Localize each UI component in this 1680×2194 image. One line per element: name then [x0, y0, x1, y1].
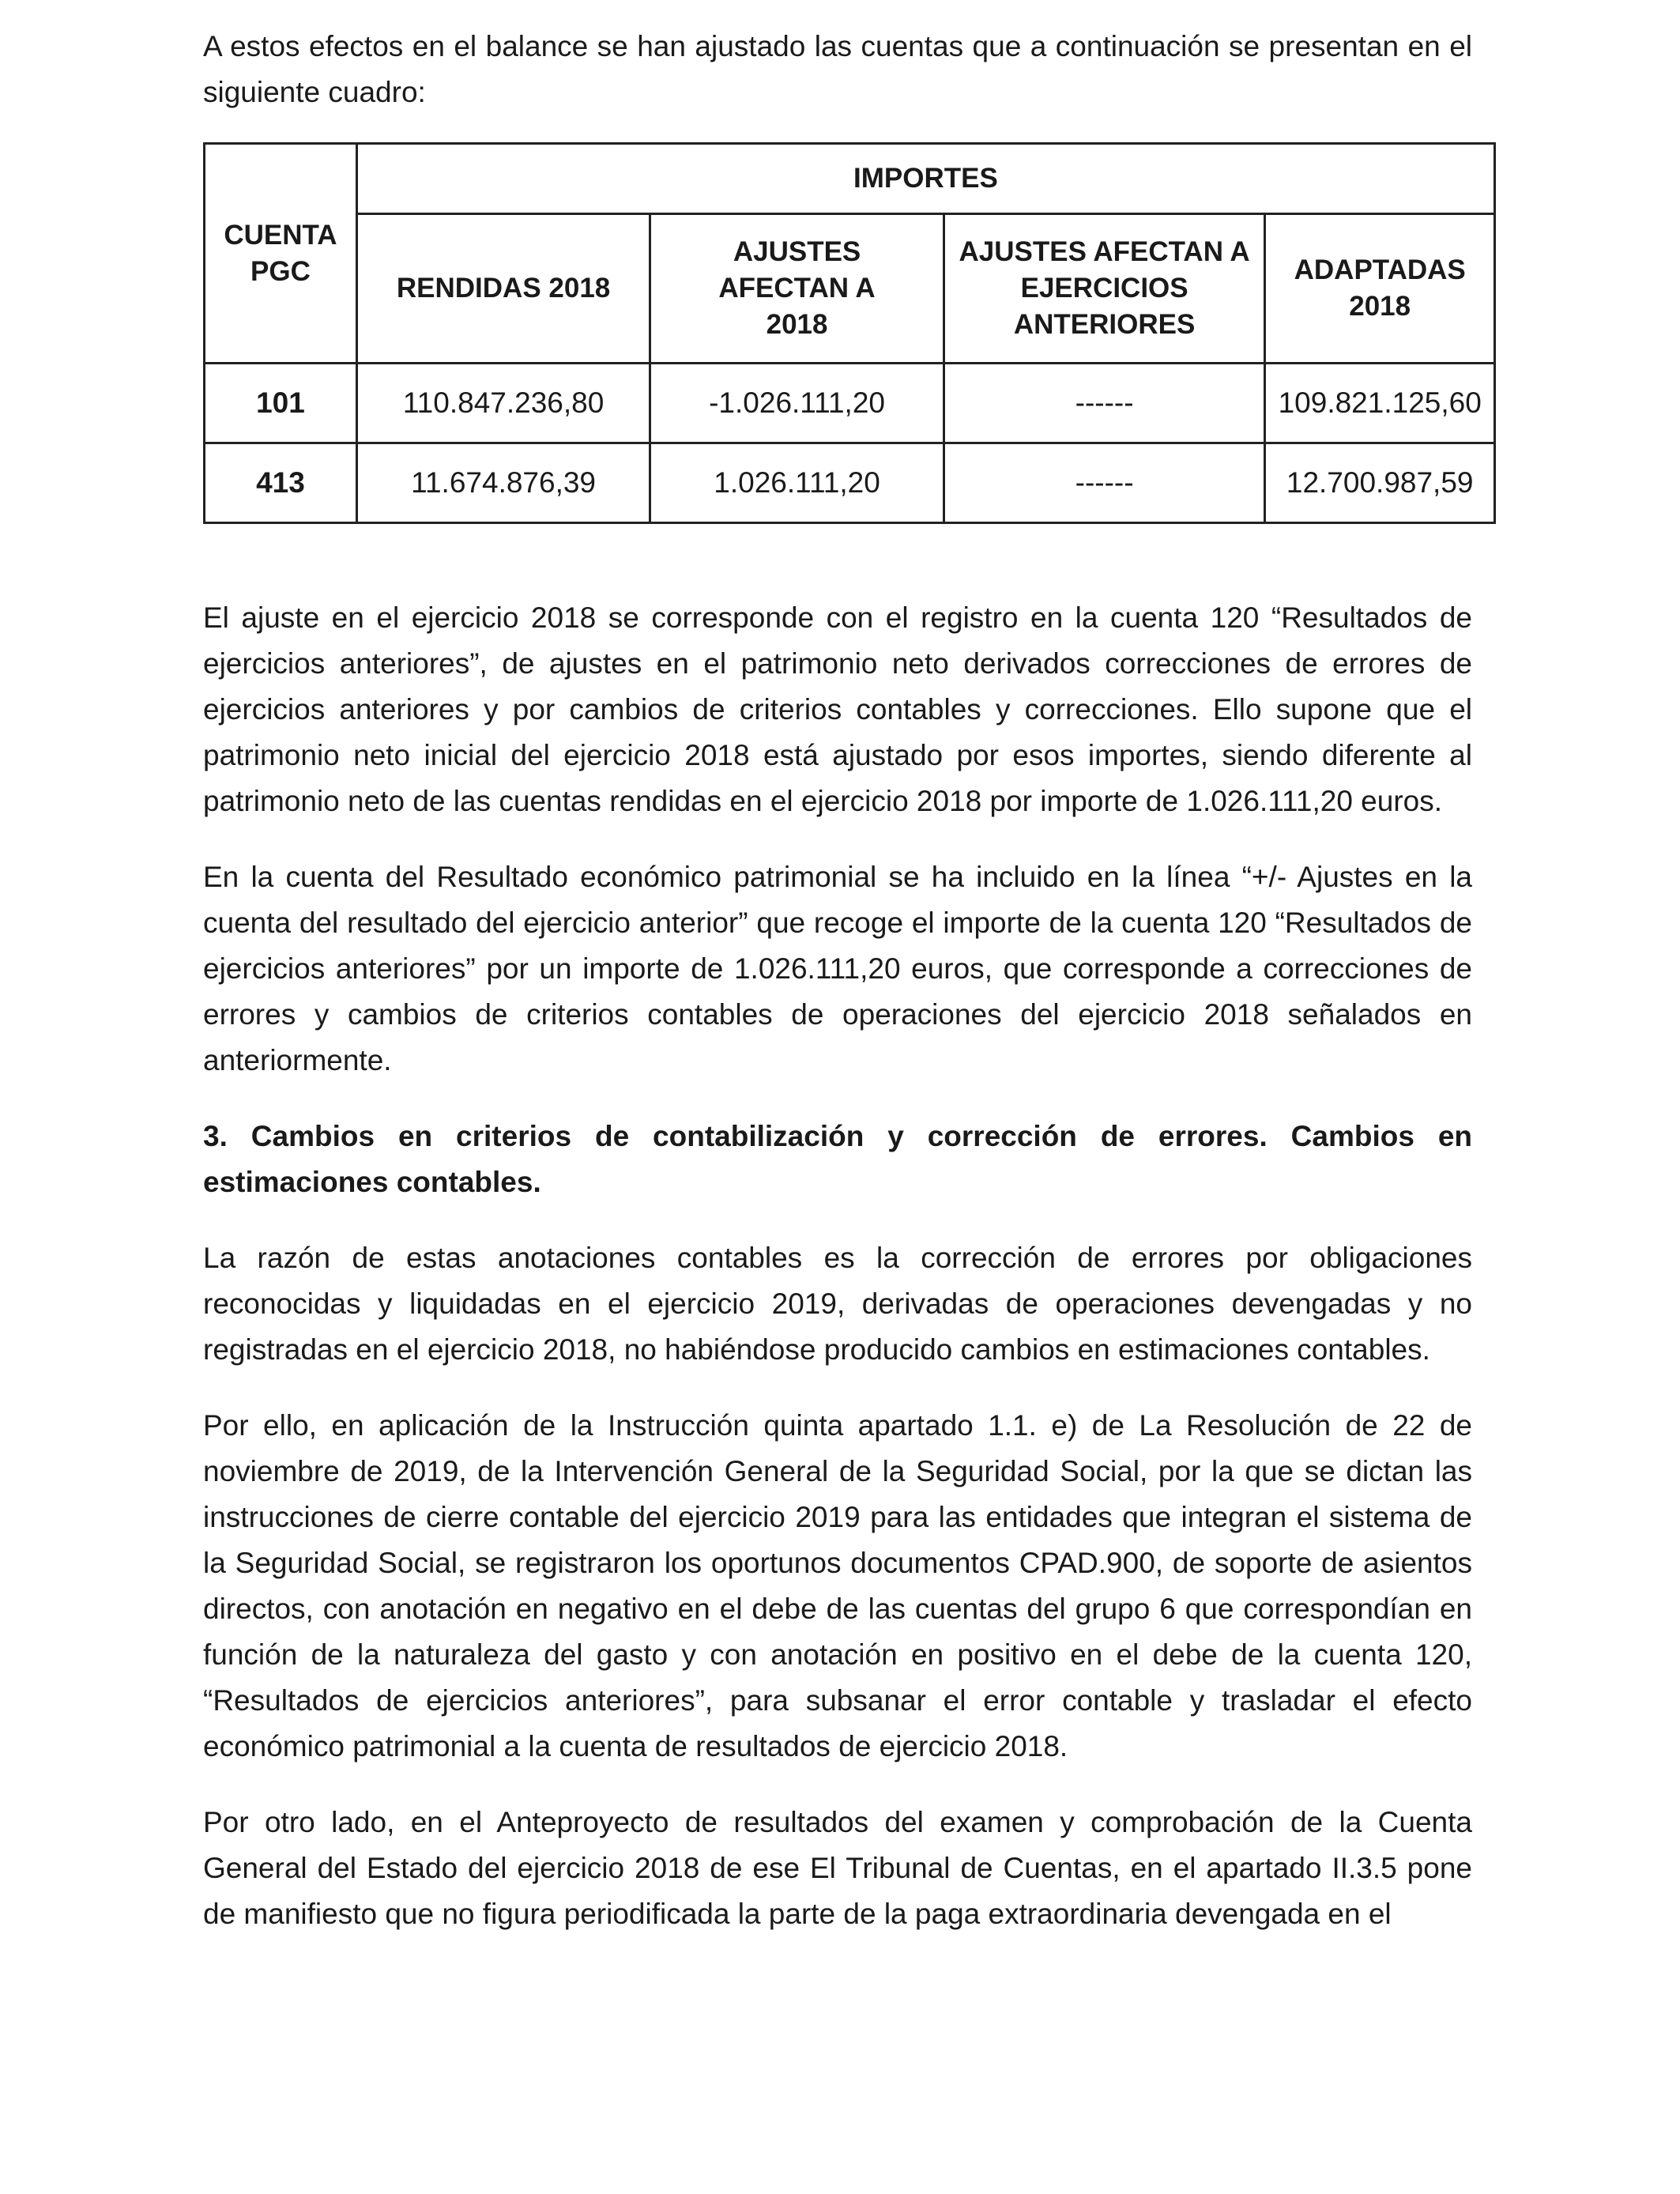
- header-account: CUENTA PGC: [205, 144, 357, 364]
- header-adaptadas: ADAPTADAS 2018: [1265, 214, 1495, 364]
- table-header-row: [205, 144, 1495, 214]
- body-paragraph: Por otro lado, en el Anteproyecto de resultados del examen y comprobación de la Cuenta General del Estado del ejercicio 2018 de ese El Tribunal de Cuentas, en el apartado II.3.5 pone de manifiesto que no figura periodificada la parte de la paga extraordinaria devengada en el: [203, 1806, 1472, 1930]
- body-paragraph: En la cuenta del Resultado económico patrimonial se ha incluido en la línea “+/- Ajustes en la cuenta del resultado del ejercicio anterior” que recoge el importe de la cuenta 120 “Resultados de ejercicios anteriores” por un importe de 1.026.111,20 euros, que corresponde a correcciones de errores y cambios de criterios contables de operaciones del ejercicio 2018 señalados en anteriormente.: [203, 861, 1472, 1076]
- section-heading: 3. Cambios en criterios de contabilización y corrección de errores. Cambios en estimaciones contables.: [203, 1120, 1472, 1198]
- table-row: [205, 364, 1495, 443]
- body-paragraph: La razón de estas anotaciones contables es la corrección de errores por obligaciones reconocidas y liquidadas en el ejercicio 2019, derivadas de operaciones devengadas y no registradas en el ejercicio 2018, no habiéndose producido cambios en estimaciones contables.: [203, 1242, 1472, 1366]
- account-cell: 101: [205, 364, 357, 443]
- header-rendidas: RENDIDAS 2018: [356, 214, 650, 364]
- body-paragraph: Por ello, en aplicación de la Instrucción quinta apartado 1.1. e) de La Resolución de 22 de noviembre de 2019, de la Intervención General de la Seguridad Social, por la que se dictan las instrucciones de cierre contable del ejercicio 2019 para las entidades que integran el sistema de la Seguridad Social, se registraron los oportunos documentos CPAD.900, de soporte de asientos directos, con anotación en negativo en el debe de las cuentas del grupo 6 que correspondían en función de la naturaleza del gasto y con anotación en positivo en el debe de la cuenta 120, “Resultados de ejercicios anteriores”, para subsanar el error contable y trasladar el efecto económico patrimonial a la cuenta de resultados de ejercicio 2018.: [203, 1409, 1472, 1762]
- value-cell: ------: [944, 443, 1265, 523]
- table-subheader-row: [205, 214, 1495, 364]
- header-ajustes-2018: AJUSTES AFECTAN A 2018: [650, 214, 944, 364]
- intro-paragraph: A estos efectos en el balance se han ajustado las cuentas que a continuación se presentan en el siguiente cuadro:: [203, 30, 1472, 108]
- value-cell: -1.026.111,20: [650, 364, 944, 443]
- value-cell: ------: [944, 364, 1265, 443]
- header-ajustes-anteriores: AJUSTES AFECTAN A EJERCICIOS ANTERIORES: [944, 214, 1265, 364]
- value-cell: 12.700.987,59: [1265, 443, 1495, 523]
- body-paragraph: El ajuste en el ejercicio 2018 se corresponde con el registro en la cuenta 120 “Resultados de ejercicios anteriores”, de ajustes en el patrimonio neto derivados correcciones de errores de ejercicios anteriores y por cambios de criterios contables y correcciones. Ello supone que el patrimonio neto inicial del ejercicio 2018 está ajustado por esos importes, siendo diferente al patrimonio neto de las cuentas rendidas en el ejercicio 2018 por importe de 1.026.111,20 euros.: [203, 601, 1472, 817]
- adjustments-table: [203, 142, 1496, 524]
- header-importes: IMPORTES: [356, 144, 1494, 214]
- value-cell: 11.674.876,39: [356, 443, 650, 523]
- value-cell: 109.821.125,60: [1265, 364, 1495, 443]
- account-cell: 413: [205, 443, 357, 523]
- table-row: [205, 443, 1495, 523]
- document-page: [203, 24, 1482, 1967]
- value-cell: 110.847.236,80: [356, 364, 650, 443]
- value-cell: 1.026.111,20: [650, 443, 944, 523]
